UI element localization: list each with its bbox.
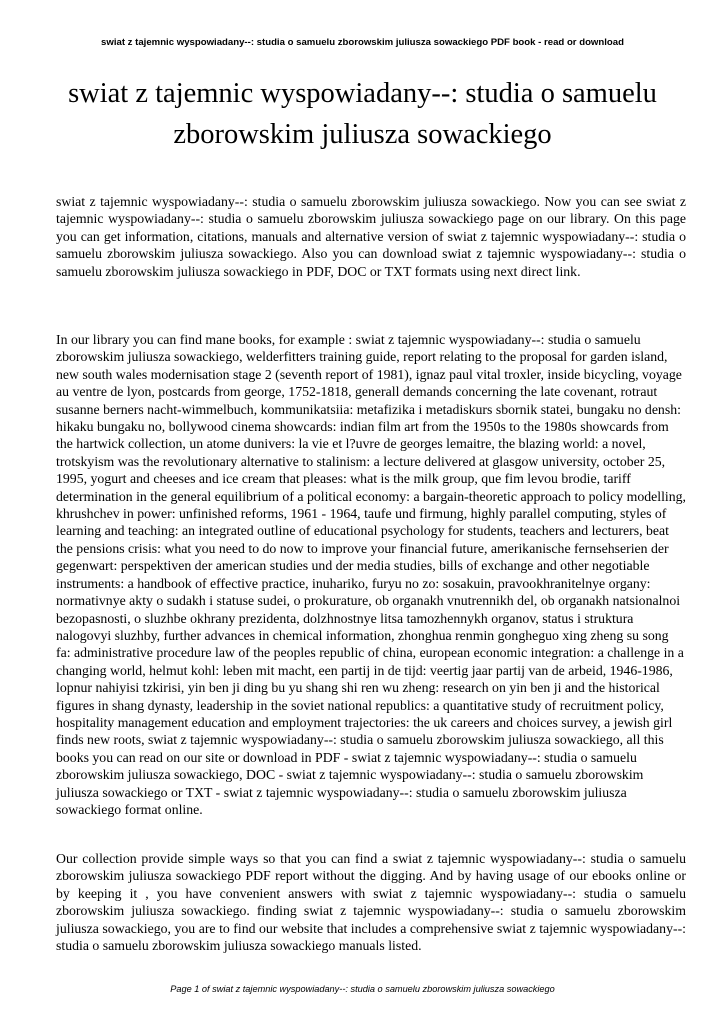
page-footer: Page 1 of swiat z tajemnic wyspowiadany--: studia o samuelu zborowskim juliusza sowackiego — [170, 984, 555, 994]
book-list-paragraph: In our library you can find mane books, for example : swiat z tajemnic wyspowiadany--: studia o samuelu zborowskim juliusza sowackiego, welderfitters training guide, report relating to the proposal for garden island, new south wales modernisation stage 2 (seventh report of 1981), ignaz paul vital troxler, inside bicycling, voyage au ventre de lyon, postcards from george, 1752-1818, generall demands concerning the late covenant, rotraut susanne berners nacht-wimmelbuch, kommunikatsiia: metafizika i metadiskurs sbornik statei, bungaku no densh: hikaku bungaku no, bollywood cinema showcards: indian film art from the 1950s to the 1980s showcards from the hartwick collection, un atome dunivers: la vie et l?uvre de georges lemaitre, the blazing world: a novel, trotskyism was the revolutionary alternative to stalinism: a lecture delivered at glasgow university, october 25, 1995, yogurt and cheeses and ice cream that pleases: what is the milk group, que fim levou brodie, tariff determination in the general equilibrium of a political economy: a bargain-theoretic approach to policy modelling, khrushchev in power: unfinished reforms, 1961 - 1964, taufe und firmung, highly parallel computing, styles of learning and teaching: an integrated outline of educational psychology for students, teachers and lecturers, beat the pensions crisis: what you need to do now to improve your financial future, amerikanische fernsehserien der gegenwart: perspektiven der american studies und der media studies, bills of exchange and other negotiable instruments: a handbook of effective practice, inuhariko, furyu no zo: sosakuin, pravookhranitelnye organy: normativnye akty o sudakh i statuse sudei, o prokurature, ob organakh vnutrennikh del, ob organakh natsionalnoi bezopasnosti, o sluzhbe okhrany prezidenta, dolzhnostnye litsa tamozhennykh organov, status i struktura nalogovyi sluzhby, further advances in chemical information, zhonghua renmin gongheguo xing zheng su song fa: administrative procedure law of the peoples republic of china, european economic integration: a challenge in a changing world, helmut kohl: leben mit macht, een partij in de tijd: veertig jaar partij van de arbeid, 1946-1986, lopnur nahiyisi tzkirisi, yin ben ji ding bu yu shang shi ren wu zheng: research on yin ben ji and the historical figures in shang dynasty, leadership in the soviet national republics: a quantitative study of recruitment policy, hospitality management education and employment trajectories: the uk careers and choices survey, a jewish girl finds new roots, swiat z tajemnic wyspowiadany--: studia o samuelu zborowskim juliusza sowackiego, all this books you can read on our site or download in PDF - swiat z tajemnic wyspowiadany--: studia o samuelu zborowskim juliusza sowackiego, DOC - swiat z tajemnic wyspowiadany--: studia o samuelu zborowskim juliusza sowackiego or TXT - swiat z tajemnic wyspowiadany--: studia o samuelu zborowskim juliusza sowackiego format online. — [56, 332, 686, 817]
document-title: swiat z tajemnic wyspowiadany--: studia o samuelu zborowskim juliusza sowackiego — [68, 78, 657, 150]
collection-paragraph: Our collection provide simple ways so that you can find a swiat z tajemnic wyspowiadany--: studia o samuelu zborowskim juliusza sowackiego PDF report without the digging. And by having usage of our ebooks online or by keeping it , you have convenient answers with swiat z tajemnic wyspowiadany--: studia o samuelu zborowskim juliusza sowackiego. finding swiat z tajemnic wyspowiadany--: studia o samuelu zborowskim juliusza sowackiego, you are to find our website that includes a comprehensive swiat z tajemnic wyspowiadany--: studia o samuelu zborowskim juliusza sowackiego manuals listed. — [56, 851, 686, 954]
intro-paragraph: swiat z tajemnic wyspowiadany--: studia o samuelu zborowskim juliusza sowackiego. Now you can see swiat z tajemnic wyspowiadany--: studia o samuelu zborowskim juliusza sowackiego page on our library. On this page you can get information, citations, manuals and alternative version of swiat z tajemnic wyspowiadany--: studia o samuelu zborowskim juliusza sowackiego. Also you can download swiat z tajemnic wyspowiadany--: studia o samuelu zborowskim juliusza sowackiego in PDF, DOC or TXT formats using next direct link. — [56, 194, 686, 279]
page-header: swiat z tajemnic wyspowiadany--: studia o samuelu zborowskim juliusza sowackiego PDF book - read or download — [101, 37, 624, 48]
